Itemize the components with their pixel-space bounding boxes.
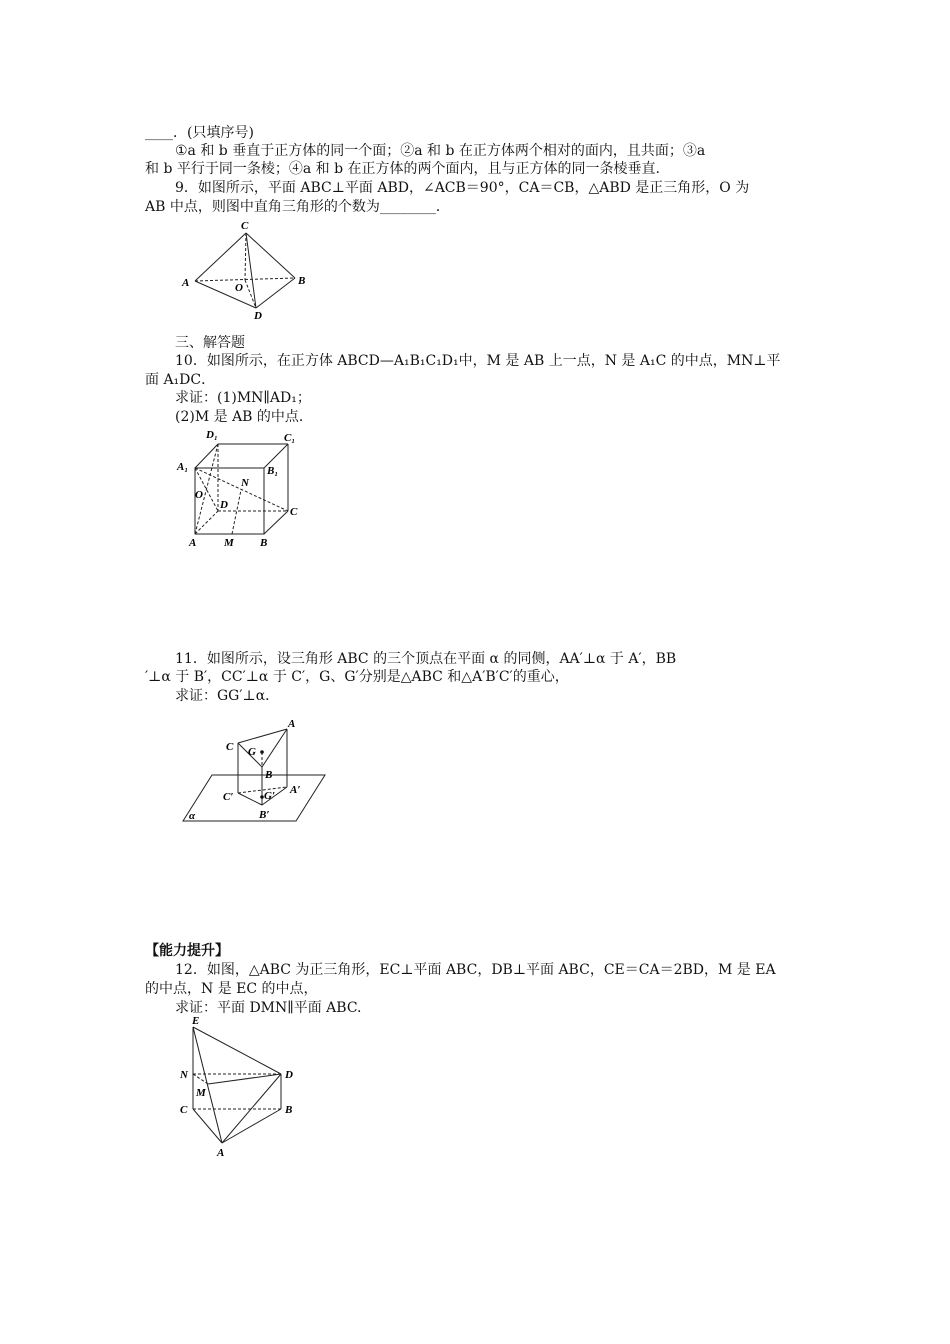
q9-label-a: A <box>182 277 190 289</box>
q11-label-g-prime: G′ <box>264 790 276 802</box>
q10-label-d1: D₁ <box>206 429 218 441</box>
q11-label-b-prime: B′ <box>259 809 270 821</box>
q8-options-line-2: 和 b 平行于同一条棱；④a 和 b 在正方体的两个面内，且与正方体的同一条棱垂直. <box>145 161 660 177</box>
q11-text-line-2: ′⊥α 于 B′，CC′⊥α 于 C′，G、G′分别是△ABC 和△A′B′C′的重心， <box>145 669 569 685</box>
q12-label-m: M <box>196 1087 206 1099</box>
q11-proof: 求证：GG′⊥α． <box>175 688 280 704</box>
q10-label-b: B <box>260 537 268 549</box>
q10-label-c: C <box>290 506 298 518</box>
q11-label-a-prime: A′ <box>290 784 301 796</box>
q9-label-o: O <box>235 282 243 294</box>
q8-options-line-1: ①a 和 b 垂直于正方体的同一个面；②a 和 b 在正方体两个相对的面内，且共面；③a <box>175 143 706 159</box>
q9-label-d: D <box>254 310 262 322</box>
q11-label-g: G <box>248 746 256 758</box>
q9-label-b: B <box>298 275 306 287</box>
q12-label-a: A <box>217 1147 225 1159</box>
q10-label-n: N <box>241 477 249 489</box>
q10-label-c1: C₁ <box>284 432 296 444</box>
q11-label-b: B <box>265 769 273 781</box>
q12-label-c: C <box>180 1104 188 1116</box>
q10-label-d: D <box>220 499 228 511</box>
q10-label-o: O <box>195 489 203 501</box>
q11-label-c: C <box>226 741 234 753</box>
q10-text-line-1: 10．如图所示，在正方体 ABCD—A₁B₁C₁D₁中，M 是 AB 上一点，N 是 A₁C 的中点，MN⊥平 <box>175 353 781 369</box>
q11-label-a: A <box>288 718 296 730</box>
q10-label-m: M <box>224 537 234 549</box>
q9-label-c: C <box>241 220 249 232</box>
q10-label-a1: A₁ <box>177 461 189 473</box>
q10-text-line-2: 面 A₁DC． <box>145 372 216 388</box>
q10-part-2: (2)M 是 AB 的中点． <box>175 409 313 425</box>
q10-label-a: A <box>189 537 197 549</box>
q12-label-n: N <box>180 1069 188 1081</box>
q12-label-b: B <box>285 1104 293 1116</box>
q12-label-e: E <box>192 1015 200 1027</box>
q12-text-line-2: 的中点，N 是 EC 的中点， <box>145 981 318 997</box>
q11-text-line-1: 11．如图所示，设三角形 ABC 的三个顶点在平面 α 的同侧，AA′⊥α 于 A′，BB <box>175 651 677 667</box>
q11-figure <box>178 715 333 830</box>
q10-label-b1: B₁ <box>267 465 279 477</box>
q12-label-d: D <box>285 1069 293 1081</box>
q12-text-line-1: 12．如图，△ABC 为正三角形，EC⊥平面 ABC，DB⊥平面 ABC，CE＝CA＝2BD，M 是 EA <box>175 962 776 978</box>
q11-label-c-prime: C′ <box>223 791 234 803</box>
ability-section-title: 【能力提升】 <box>145 943 229 959</box>
q9-figure <box>175 218 325 323</box>
q9-text-line-2: AB 中点，则图中直角三角形的个数为________． <box>145 199 450 215</box>
q11-point-g <box>260 750 264 754</box>
q10-figure <box>170 426 310 551</box>
q12-proof: 求证：平面 DMN∥平面 ABC. <box>175 1000 362 1016</box>
section-3-title: 三、解答题 <box>175 335 245 351</box>
q10-proof: 求证：(1)MN∥AD₁； <box>175 390 311 406</box>
q11-label-alpha: α <box>189 810 196 822</box>
q9-text-line-1: 9．如图所示，平面 ABC⊥平面 ABD，∠ACB＝90°，CA＝CB，△ABD 是正三角形，O 为 <box>175 180 750 196</box>
q8-fill-line: ____．(只填序号) <box>145 125 254 141</box>
q12-figure <box>175 1015 315 1160</box>
